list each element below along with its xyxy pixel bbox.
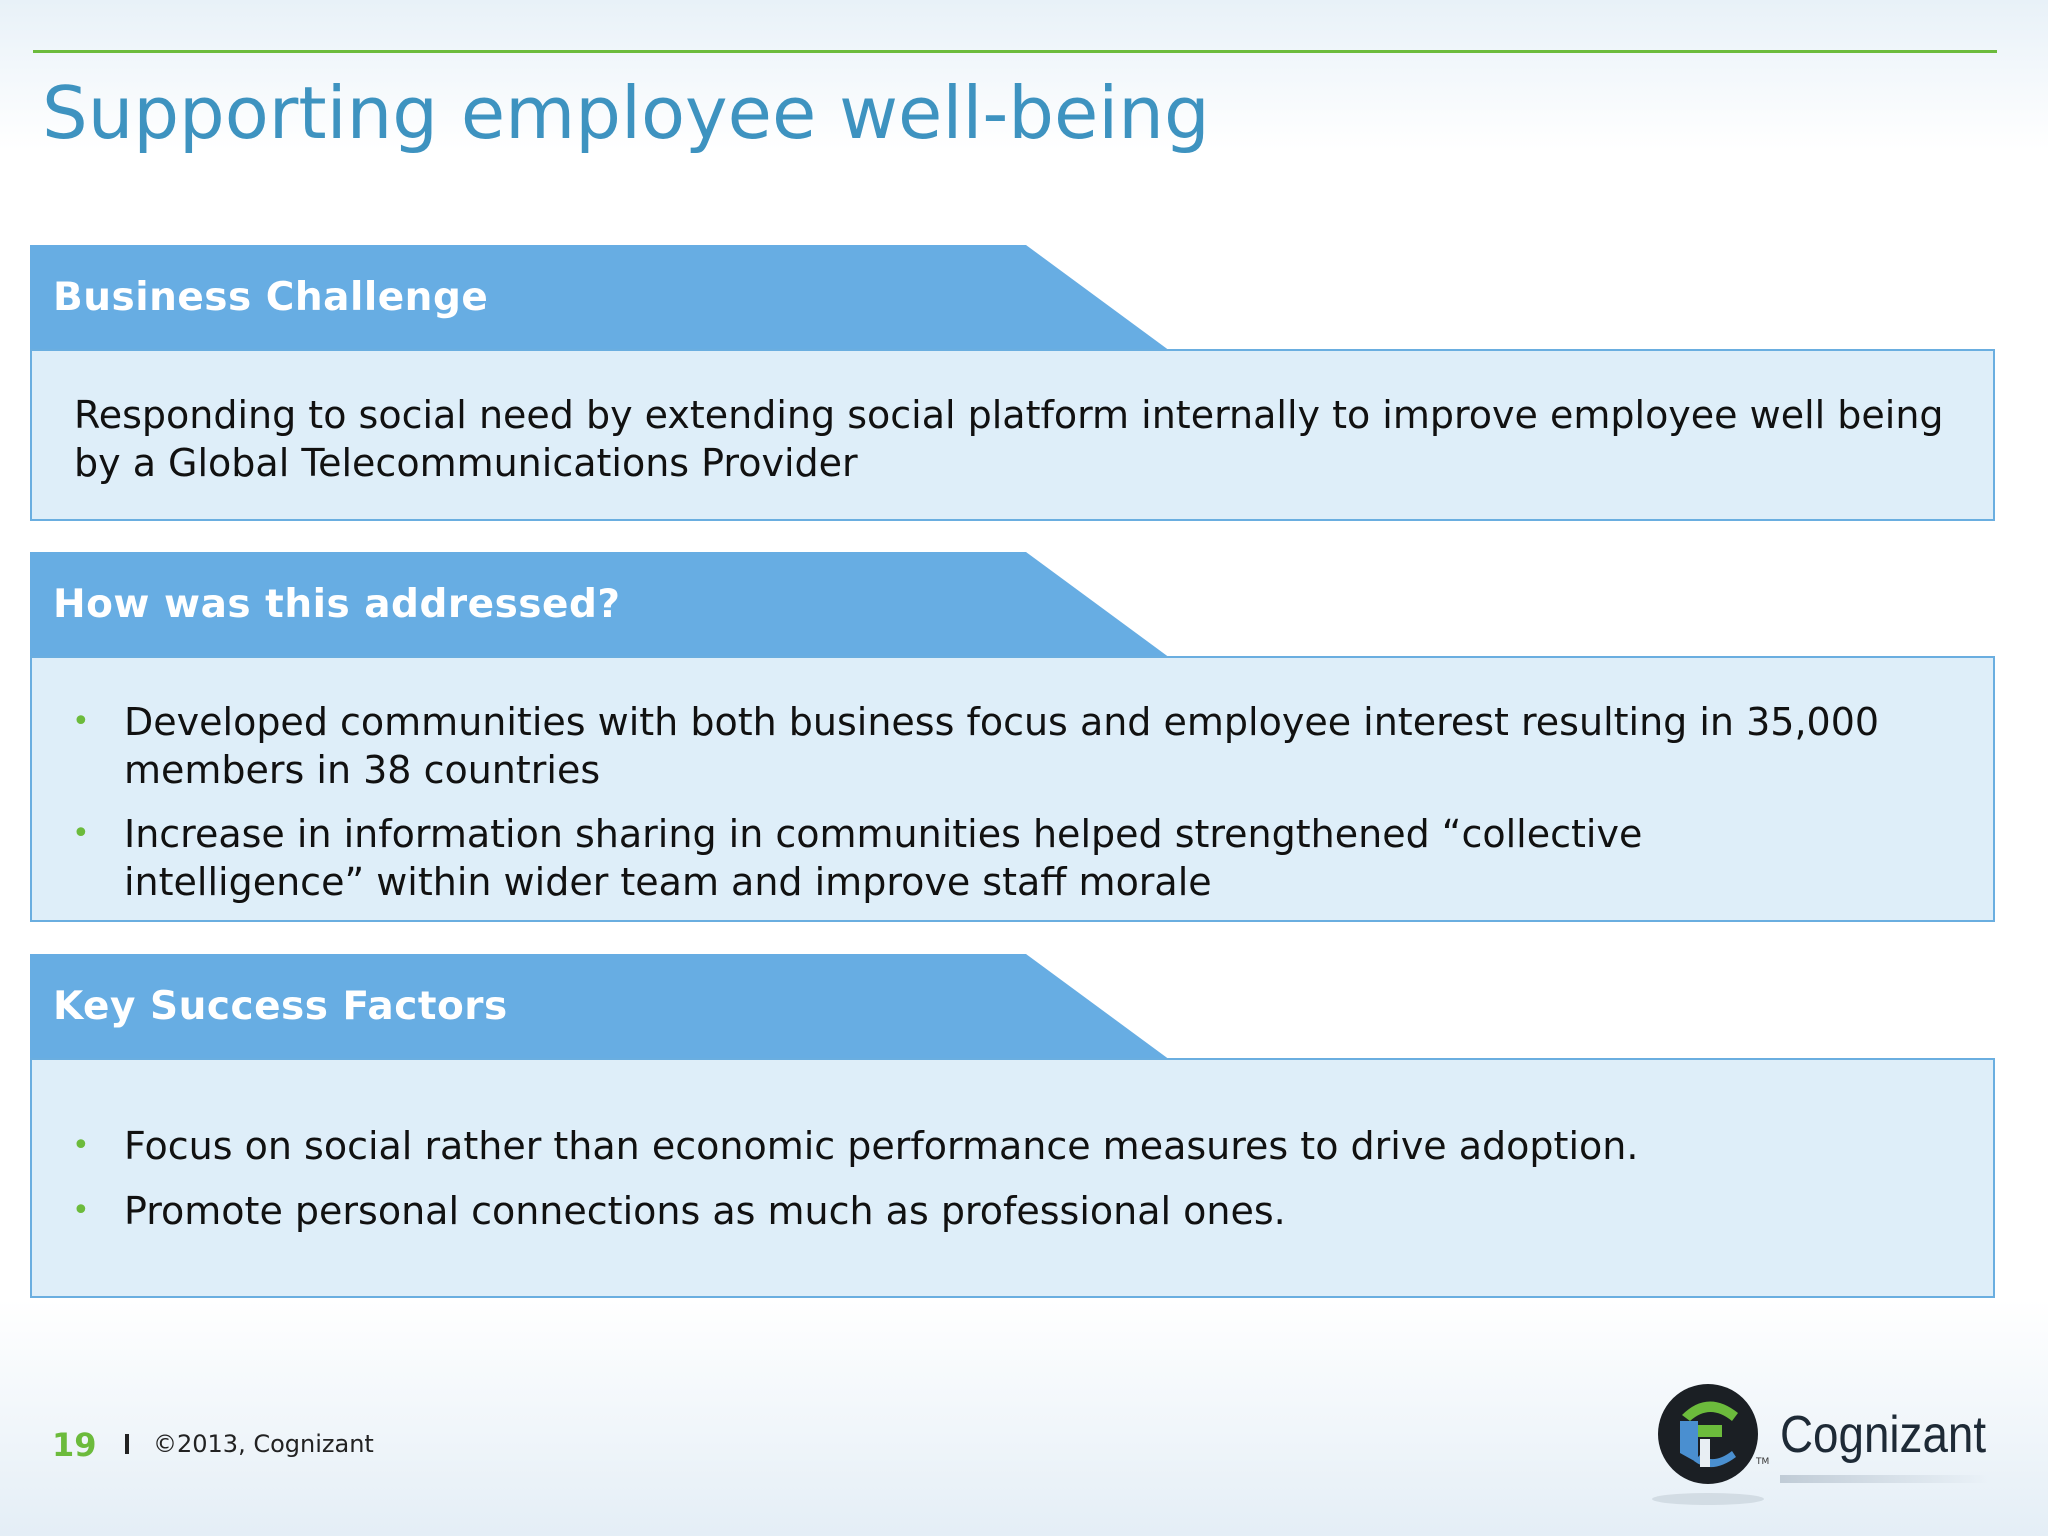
list-item-text: Focus on social rather than economic performance measures to drive adoption. (124, 1124, 1639, 1168)
section-body (30, 1058, 1995, 1298)
section-header (30, 245, 1198, 351)
footer-divider (125, 1434, 129, 1454)
cognizant-logo (1640, 1375, 2000, 1515)
section-header (30, 954, 1198, 1060)
section-header-label: How was this addressed? (53, 582, 621, 627)
section-how-addressed (30, 552, 1999, 922)
list-item (32, 810, 1664, 906)
section-body (30, 656, 1995, 922)
cognizant-wordmark: Cognizant (1780, 1406, 1987, 1464)
footer-copyright: ©2013, Cognizant (153, 1430, 374, 1458)
list-item-text: Increase in information sharing in communities helped strengthened “collective intelligence” within wider team and improve staff morale (124, 812, 1643, 904)
page-title: Supporting employee well-being (42, 71, 1210, 155)
top-rule (33, 50, 1997, 53)
list-item (32, 1187, 1993, 1235)
bullet-icon: • (72, 1128, 90, 1163)
cognizant-logo-icon (1640, 1375, 1770, 1515)
page-number: 19 (52, 1426, 97, 1464)
trademark-mark: TM (1756, 1457, 1770, 1467)
section-header-label: Key Success Factors (53, 984, 508, 1029)
bullet-list (32, 1122, 1993, 1235)
list-item-text: Developed communities with both business focus and employee interest resulting in 35,000 members in 38 countries (124, 700, 1880, 792)
bullet-list (32, 698, 1993, 906)
section-business-challenge (30, 245, 1999, 521)
section-paragraph: Responding to social need by extending social platform internally to improve employee well being by a Global Telecommunications Provider (74, 393, 1944, 485)
section-body (30, 349, 1995, 521)
bullet-icon: • (72, 1193, 90, 1228)
logo-reflection (1780, 1475, 1990, 1483)
list-item-text: Promote personal connections as much as professional ones. (124, 1189, 1286, 1233)
section-key-success-factors (30, 954, 1999, 1298)
list-item (32, 698, 1884, 794)
section-header (30, 552, 1198, 658)
section-header-label: Business Challenge (53, 275, 489, 320)
list-item (32, 1122, 1993, 1170)
bullet-icon: • (72, 816, 90, 851)
bullet-icon: • (72, 704, 90, 739)
